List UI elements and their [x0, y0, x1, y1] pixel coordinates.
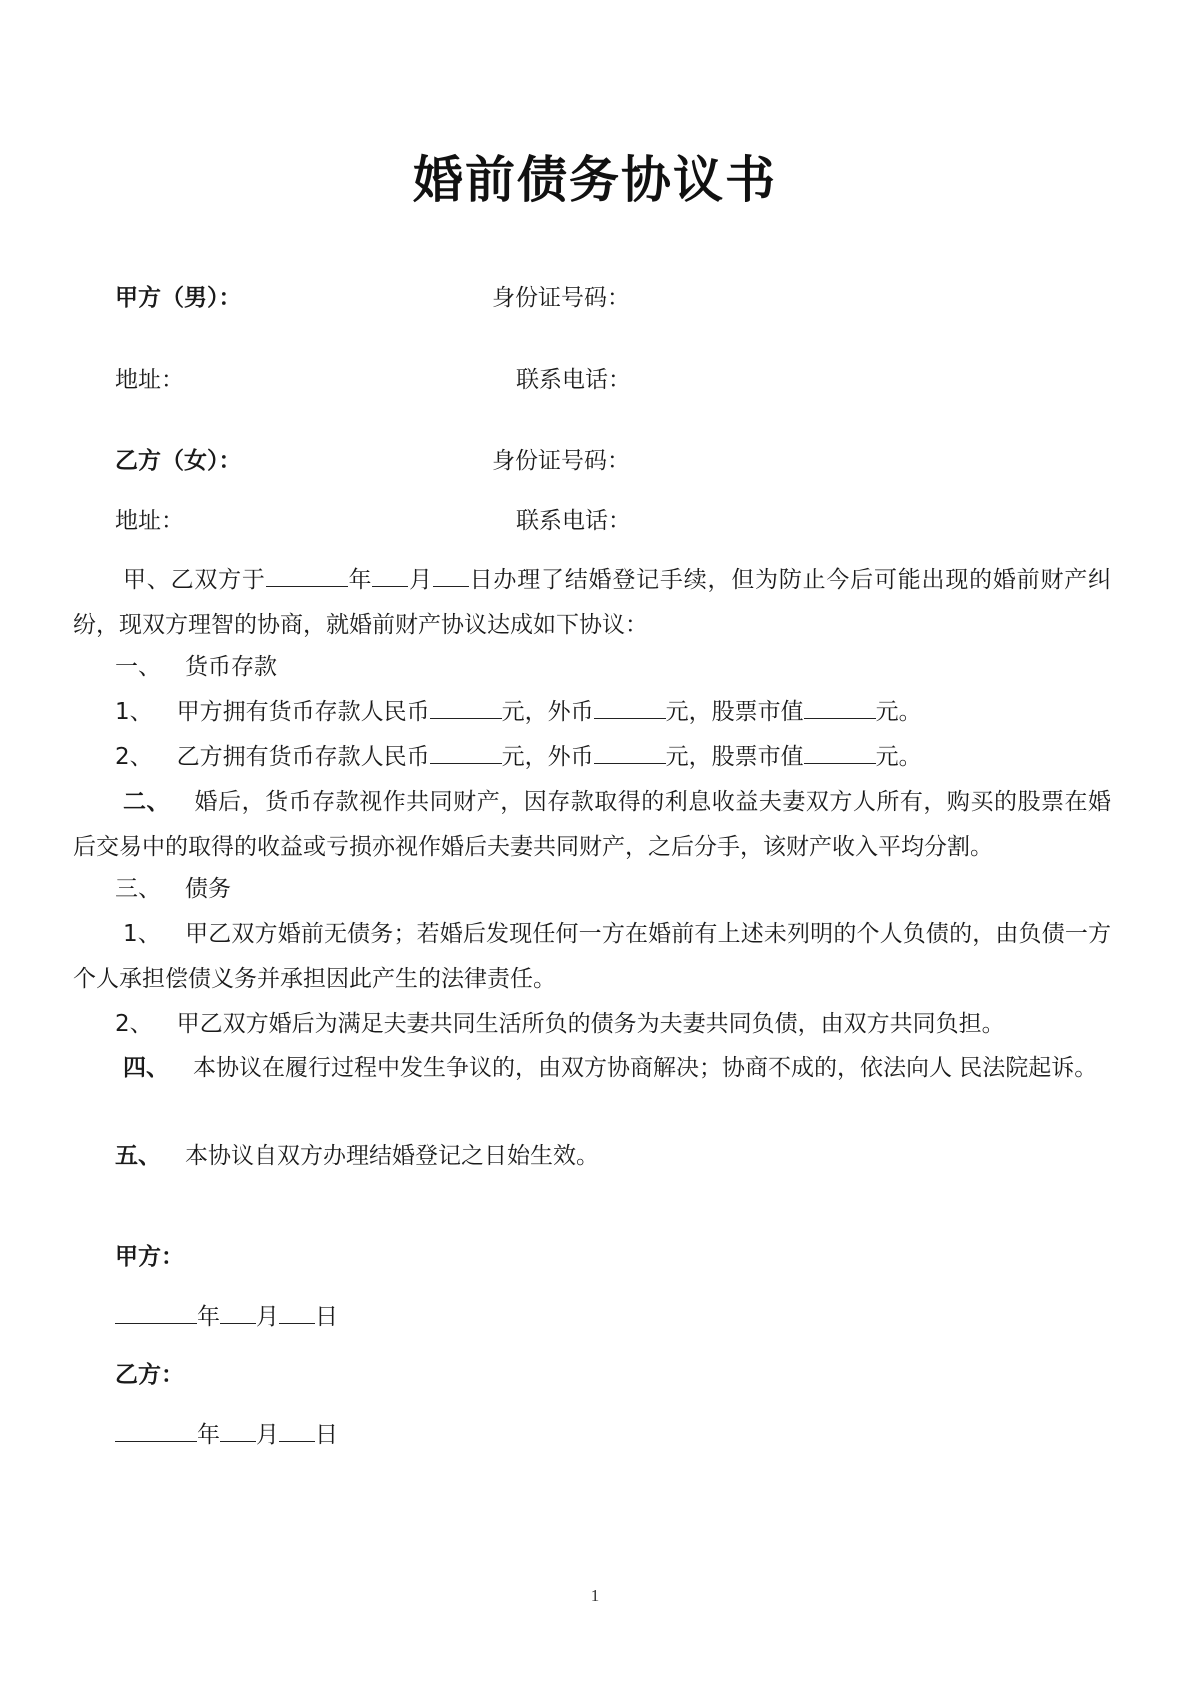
section-5-paragraph: [115, 1134, 1155, 1179]
section-1-item-2: [115, 735, 1155, 780]
intro-year: 年: [347, 567, 373, 593]
date-year: 年: [197, 1304, 220, 1330]
day-blank: [279, 1419, 315, 1442]
date-year: 年: [197, 1422, 220, 1448]
date-day: 日: [315, 1304, 338, 1330]
item-num: 1、: [123, 921, 161, 947]
section-1-num: 一、: [115, 654, 161, 680]
item-text: 元。: [875, 744, 922, 770]
section-5-text: 本协议自双方办理结婚登记之日始生效。: [185, 1143, 599, 1169]
party-a-phone-label: 联系电话：: [516, 367, 631, 393]
party-a-id-label: 身份证号码：: [492, 285, 630, 311]
item-text: 乙方拥有货币存款人民币: [176, 744, 430, 770]
section-4-num: 四、: [123, 1055, 169, 1081]
section-3-item-1: [73, 912, 1111, 1002]
month-blank: [220, 1301, 256, 1324]
item-text: 元，股票市值: [665, 699, 804, 725]
party-b-label: 乙方（女）：: [115, 448, 242, 474]
intro-text-1: 甲、乙双方于: [123, 567, 266, 593]
month-blank: [372, 564, 408, 587]
section-2-paragraph: [73, 780, 1111, 870]
page-number: 1: [590, 1586, 600, 1605]
date-month: 月: [256, 1304, 279, 1330]
item-text: 甲方拥有货币存款人民币: [176, 699, 430, 725]
day-blank: [433, 564, 469, 587]
section-3-heading: [115, 867, 1155, 912]
date-month: 月: [256, 1422, 279, 1448]
intro-text-2: 日办理了结婚登记手续，但为防止今后可能出现的婚前财产纠纷，现双方理智的协商，就婚前财产协议达成如下协议：: [73, 567, 1112, 638]
item-text: 甲乙双方婚前无债务；若婚后发现任何一方在婚前有上述未列明的个人负债的，由负债一方个人承担偿债义务并承担因此产生的法律责任。: [73, 921, 1111, 992]
party-a-address-label: 地址：: [115, 367, 184, 393]
foreign-blank: [594, 741, 666, 764]
signature-party-b-label: 乙方：: [115, 1362, 184, 1388]
item-num: 1、: [115, 699, 153, 725]
item-text: 甲乙双方婚后为满足夫妻共同生活所负的债务为夫妻共同负债，由双方共同负担。: [176, 1011, 1005, 1037]
signature-party-b-date: [115, 1416, 338, 1449]
item-text: 元，外币: [501, 744, 594, 770]
item-text: 元，股票市值: [665, 744, 804, 770]
section-2-text: 婚后，货币存款视作共同财产，因存款取得的利息收益夫妻双方人所有，购买的股票在婚后交易中的取得的收益或亏损亦视作婚后夫妻共同财产，之后分手，该财产收入平均分割。: [73, 789, 1112, 860]
rmb-blank: [430, 741, 502, 764]
section-1-item-1: [115, 690, 1155, 735]
section-1-heading: [115, 645, 1155, 690]
rmb-blank: [430, 696, 502, 719]
section-1-title: 货币存款: [185, 654, 277, 680]
date-day: 日: [315, 1422, 338, 1448]
party-b-phone-label: 联系电话：: [516, 508, 631, 534]
intro-paragraph: [73, 558, 1111, 648]
section-5-num: 五、: [115, 1143, 161, 1169]
party-a-label: 甲方（男）：: [115, 285, 242, 311]
month-blank: [220, 1419, 256, 1442]
section-4-text: 本协议在履行过程中发生争议的，由双方协商解决；协商不成的，依法向人 民法院起诉。: [193, 1055, 1098, 1081]
foreign-blank: [594, 696, 666, 719]
section-3-item-2: [115, 1002, 1155, 1047]
stock-blank: [804, 741, 876, 764]
year-blank: [115, 1301, 197, 1324]
intro-month: 月: [408, 567, 433, 593]
day-blank: [279, 1301, 315, 1324]
party-b-id-label: 身份证号码：: [492, 448, 630, 474]
section-3-num: 三、: [115, 876, 161, 902]
item-text: 元。: [875, 699, 922, 725]
item-text: 元，外币: [501, 699, 594, 725]
section-2-num: 二、: [123, 789, 171, 815]
year-blank: [115, 1419, 197, 1442]
item-num: 2、: [115, 1011, 153, 1037]
document-title: 婚前债务协议书: [413, 151, 777, 209]
section-4-paragraph: [73, 1046, 1111, 1091]
stock-blank: [804, 696, 876, 719]
signature-party-a-label: 甲方：: [115, 1244, 184, 1270]
item-num: 2、: [115, 744, 153, 770]
party-b-address-label: 地址：: [115, 508, 184, 534]
signature-party-a-date: [115, 1298, 338, 1331]
section-3-title: 债务: [185, 876, 231, 902]
year-blank: [266, 564, 348, 587]
